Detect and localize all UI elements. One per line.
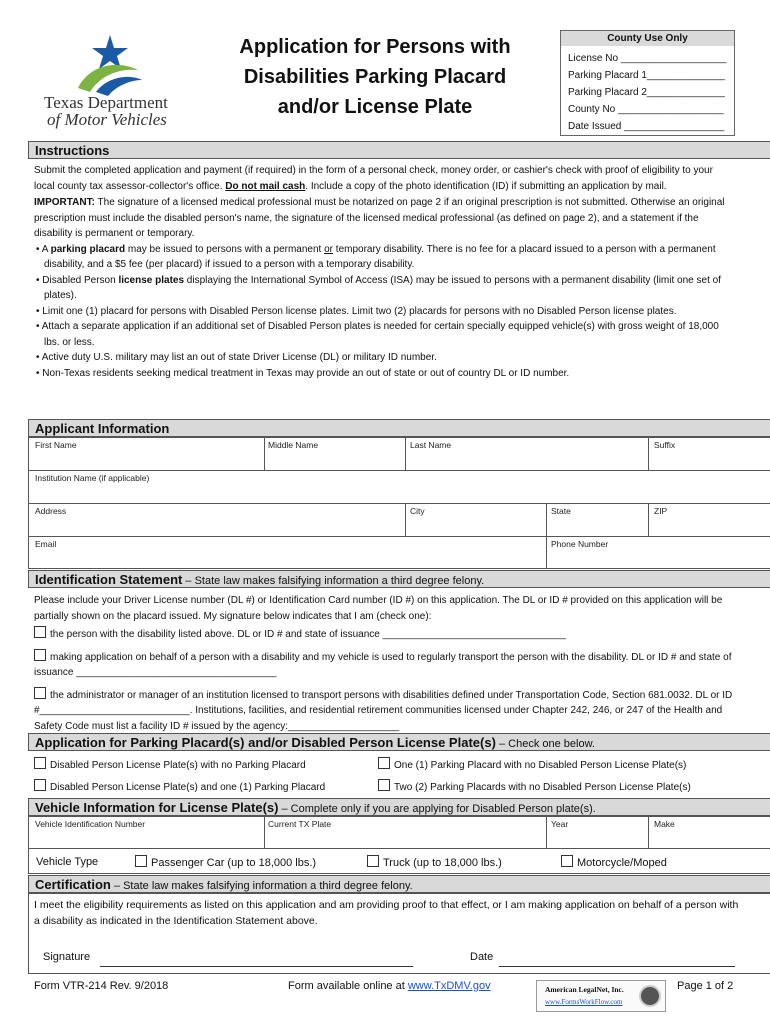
identification-option-self[interactable]: the person with the disability listed above. DL or ID # and state of issuance _________________________________	[34, 626, 739, 643]
important-para: IMPORTANT: The signature of a licensed medical professional must be notarized on page 2 if an original prescription is not submitted. Otherwise an original prescription must include the disabled person's name, the signature of the licensed medical professional (as defined on page 2), and a statement if the disability is permanent or temporary.	[34, 197, 725, 239]
legalnet-badge	[536, 980, 666, 1012]
phone-number-field[interactable]: Phone Number	[551, 539, 609, 549]
checkbox-behalf[interactable]	[34, 649, 46, 661]
instructions-heading: Instructions	[28, 141, 770, 159]
county-no-field[interactable]: County No ___________________	[568, 104, 724, 115]
state-field[interactable]: State	[551, 506, 571, 516]
checkbox-plates-only[interactable]	[34, 757, 46, 769]
form-number: Form VTR-214 Rev. 9/2018	[34, 980, 169, 992]
date-line[interactable]	[499, 966, 735, 967]
page-number: Page 1 of 2	[677, 980, 734, 992]
middle-name-field[interactable]: Middle Name	[268, 440, 319, 450]
vehicle-type-motorcycle[interactable]: Motorcycle/Moped	[561, 855, 667, 872]
application-option-two-placards[interactable]: Two (2) Parking Placards with no Disabled Person License Plate(s)	[378, 779, 691, 796]
vehicle-type-car[interactable]: Passenger Car (up to 18,000 lbs.)	[135, 855, 316, 872]
city-field[interactable]: City	[410, 506, 425, 516]
title-line3: and/or License Plate	[277, 96, 473, 118]
year-field[interactable]: Year	[551, 819, 569, 829]
checkbox-plates-and-placard[interactable]	[34, 779, 46, 791]
bullet-plates: • Disabled Person license plates displaying the International Symbol of Access (ISA) may be issued to persons with a permanent disability (limit one set of plates).	[36, 274, 721, 301]
checkbox-truck[interactable]	[367, 855, 379, 867]
application-heading: Application for Parking Placard(s) and/or Disabled Person License Plate(s) – Check one below.	[28, 733, 770, 751]
logo-text-line2: of Motor Vehicles	[47, 110, 167, 129]
application-option-plates-and-placard[interactable]: Disabled Person License Plate(s) and one (1) Parking Placard	[34, 779, 325, 796]
identification-intro: Please include your Driver License number (DL #) or Identification Card number (ID #) on this application. The DL or ID # provided on this application will be partially shown on the placard issued. My signature below indicates that I am (check one):	[34, 595, 723, 622]
zip-field[interactable]: ZIP	[654, 506, 668, 516]
county-use-heading: County Use Only	[561, 31, 734, 46]
checkbox-car[interactable]	[135, 855, 147, 867]
vehicle-heading: Vehicle Information for License Plate(s) – Complete only if you are applying for Disabled Person plate(s).	[28, 798, 770, 816]
txdmv-link[interactable]: www.TxDMV.gov	[407, 980, 491, 992]
address-field[interactable]: Address	[35, 506, 67, 516]
logo-text-line1: Texas Department	[44, 93, 168, 112]
instructions-body	[34, 163, 734, 381]
date-label: Date	[470, 951, 494, 963]
certification-heading: Certification – State law makes falsifying information a third degree felony.	[28, 875, 770, 893]
identification-body	[34, 593, 739, 734]
current-plate-field[interactable]: Current TX Plate	[268, 819, 332, 829]
bullet-placard: • A parking placard may be issued to persons with a permanent or temporary disability. There is no fee for a placard issued to a person with a permanent disability, and a $5 fee (per placard) if issued to a person with a temporary disability.	[36, 243, 716, 270]
checkbox-two-placards[interactable]	[378, 779, 390, 791]
application-option-one-placard[interactable]: One (1) Parking Placard with no Disabled Person License Plate(s)	[378, 757, 686, 774]
signature-label: Signature	[43, 951, 91, 963]
license-no-field[interactable]: License No ___________________	[568, 53, 727, 64]
suffix-field[interactable]: Suffix	[654, 440, 676, 450]
vin-field[interactable]: Vehicle Identification Number	[35, 819, 146, 829]
bullet-military: • Active duty U.S. military may list an out of state Driver License (DL) or military ID number.	[36, 352, 437, 363]
bullet-separate: • Attach a separate application if an additional set of Disabled Person plates is needed for certain specially equipped vehicle(s) with gross weight of 18,000 lbs. or less.	[36, 321, 719, 348]
applicant-heading: Applicant Information	[28, 419, 770, 437]
checkbox-one-placard[interactable]	[378, 757, 390, 769]
identification-option-institution[interactable]: the administrator or manager of an institution licensed to transport persons with disabilities defined under Transportation Code, Section 681.0032. DL or ID #___________________________. Institutions, facilities, and residential retirement communities licensed under Chapter 242, 246, or 247 of the Health and Safety Code must list a facility ID # issued by the agency:____________________	[34, 687, 739, 735]
instructions-para: Submit the completed application and payment (if required) in the form of a personal check, money order, or cashier's check with proof of eligibility to your local county tax assessor-collector's office. Do not mail cash. Include a copy of the photo identification (ID) if submitting an application by mail.	[34, 165, 713, 192]
certification-text: I meet the eligibility requirements as listed on this application and am providing proof to that effect, or I am making application on behalf of a person with a disability as indicated in the Identification Statement above.	[34, 899, 739, 927]
date-issued-field[interactable]: Date Issued __________________	[568, 121, 725, 132]
title-line1: Application for Persons with	[239, 36, 511, 58]
application-option-plates-only[interactable]: Disabled Person License Plate(s) with no Parking Placard	[34, 757, 306, 774]
vehicle-type-label: Vehicle Type	[36, 856, 99, 868]
legalnet-url: www.FormsWorkFlow.com	[545, 998, 623, 1006]
logo-star	[92, 35, 128, 69]
signature-line[interactable]	[100, 966, 413, 967]
institution-name-field[interactable]: Institution Name (if applicable)	[35, 473, 150, 483]
county-use-box	[560, 30, 735, 136]
identification-heading: Identification Statement – State law makes falsifying information a third degree felony.	[28, 570, 770, 588]
email-field[interactable]: Email	[35, 539, 57, 549]
form-available: Form available online at www.TxDMV.gov	[288, 980, 491, 992]
vehicle-type-truck[interactable]: Truck (up to 18,000 lbs.)	[367, 855, 502, 872]
parking-placard-2-field[interactable]: Parking Placard 2______________	[568, 87, 725, 98]
identification-option-behalf[interactable]: making application on behalf of a person with a disability and my vehicle is used to regularly transport the person with the disability. DL or ID # and state of issuance ____________________________________	[34, 649, 739, 681]
legalnet-logo-icon	[639, 985, 661, 1007]
bullet-limit: • Limit one (1) placard for persons with Disabled Person license plates. Limit two (2) placards for persons with no Disabled Person license plates.	[36, 305, 677, 317]
title-line2: Disabilities Parking Placard	[243, 66, 507, 88]
bullet-nonresident: • Non-Texas residents seeking medical treatment in Texas may provide an out of state or out of country DL or ID number.	[36, 367, 570, 379]
first-name-field[interactable]: First Name	[35, 440, 77, 450]
legalnet-name: American LegalNet, Inc.	[545, 985, 624, 994]
parking-placard-1-field[interactable]: Parking Placard 1______________	[568, 70, 725, 81]
checkbox-institution[interactable]	[34, 687, 46, 699]
checkbox-motorcycle[interactable]	[561, 855, 573, 867]
last-name-field[interactable]: Last Name	[410, 440, 452, 450]
checkbox-self[interactable]	[34, 626, 46, 638]
form-title	[225, 32, 525, 122]
make-field[interactable]: Make	[654, 819, 675, 829]
